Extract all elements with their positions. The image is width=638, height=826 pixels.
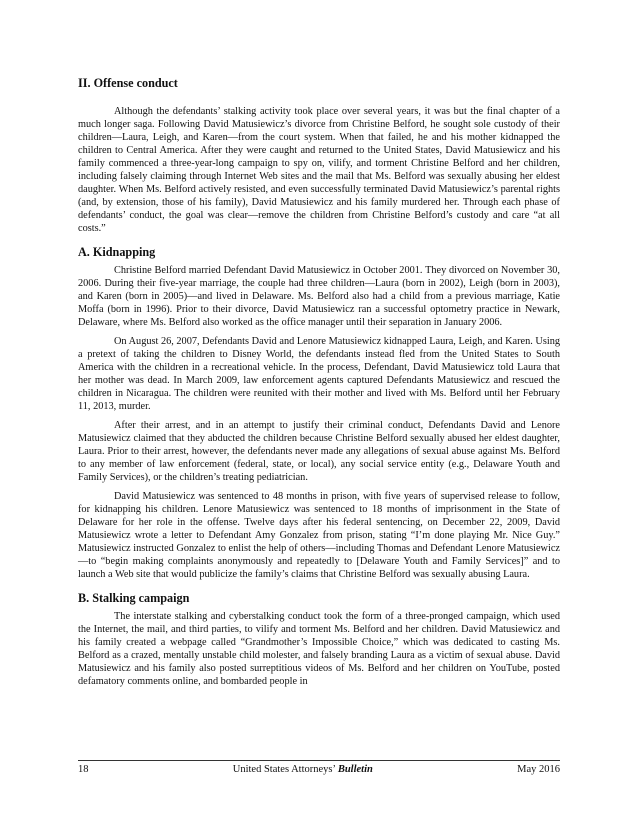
publication-title-bold: Bulletin (337, 764, 373, 775)
page-footer (78, 760, 560, 775)
publication-title-prefix: United States Attorneys’ (232, 764, 338, 775)
publication-date: May 2016 (517, 764, 560, 775)
kidnapping-paragraph-2: On August 26, 2007, Defendants David and Lenore Matusiewicz kidnapped Laura, Leigh, and Karen. Using a pretext of taking the children to Disney World, the defendants instead fled from the United States to South America with the children in a recreational vehicle. In the process, Defendant, David Matusiewicz told Laura that her mother was dead. In March 2009, law enforcement agents captured Defendants Matusiewicz and rescued the children in Nicaragua. The children were reunited with their mother and lived with Ms. Belford until her February 11, 2013, murder. (78, 336, 560, 412)
document-page (78, 76, 560, 694)
stalking-paragraph-1: The interstate stalking and cyberstalking conduct took the form of a three-pronged campaign, which used the Internet, the mail, and third parties, to vilify and torment Ms. Belford and her children. David Matusiewicz and his family created a webpage called “Grandmother’s Impossible Choice,” which was dedicated to casting Ms. Belford as a crazed, mentally unstable child molester, and falsely branding Laura as a victim of sexual abuse. David Matusiewicz and his family also posted surreptitious videos of Ms. Belford and her children on YouTube, posted defamatory comments online, and bombarded people in (78, 611, 560, 687)
kidnapping-paragraph-4: David Matusiewicz was sentenced to 48 months in prison, with five years of supervised release to follow, for kidnapping his children. Lenore Matusiewicz was sentenced to 18 months of imprisonment in the State of Delaware for her role in the offense. Twelve days after his federal sentencing, on December 22, 2009, David Matusiewicz wrote a letter to Defendant Amy Gonzalez from prison, stating “I’m done playing Mr. Nice Guy.” Matusiewicz instructed Gonzalez to enlist the help of others—including Thomas and Defendant Lenore Matusiewicz—to “begin making complaints anonymously and repeatedly to [Delaware Youth and Family Services]” and to launch a Web site that would publicize the family’s claims that Christine Belford was sexually abusing Laura. (78, 491, 560, 580)
intro-paragraph: Although the defendants’ stalking activity took place over several years, it was but the final chapter of a much longer saga. Following David Matusiewicz’s divorce from Christine Belford, he sought sole custody of their children—Laura, Leigh, and Karen—from the court system. When that failed, he and his mother kidnapped the children to Central America. After they were caught and returned to the United States, David Matusiewicz and his family commenced a three-year-long campaign to spy on, vilify, and torment Christine Belford and her children, including falsely claiming through Internet Web sites and the mail that Ms. Belford was sexually abusing her eldest daughter. When Ms. Belford actively resisted, and even successfully terminated David Matusiewicz’s parental rights (and, by extension, those of his family), David Matusiewicz and his family murdered her. Through each phase of defendants’ conduct, the goal was clear—remove the children from Christine Belford’s custody and care “at all costs.” (78, 106, 560, 234)
section-heading-kidnapping: A. Kidnapping (78, 245, 156, 259)
publication-title (233, 764, 373, 775)
page-number: 18 (78, 764, 89, 775)
kidnapping-paragraph-1: Christine Belford married Defendant David Matusiewicz in October 2001. They divorced on November 30, 2006. During their five-year marriage, the couple had three children—Laura (born in 2002), Leigh (born in 2003), and Karen (born in 2005)—and lived in Delaware. Ms. Belford also had a child from a previous marriage, Katie Moffa (born in 1996). Prior to their divorce, David Matusiewicz ran a successful optometry practice in Newark, Delaware, where Ms. Belford also worked as the office manager until their separation in January 2006. (78, 265, 560, 328)
section-heading-offense-conduct: II. Offense conduct (78, 76, 178, 90)
section-heading-stalking-campaign: B. Stalking campaign (78, 591, 190, 605)
kidnapping-paragraph-3: After their arrest, and in an attempt to justify their criminal conduct, Defendants David and Lenore Matusiewicz claimed that they abducted the children because Christine Belford sexually abused her eldest daughter, Laura. Prior to their arrest, however, the defendants never made any allegations of sexual abuse against Ms. Belford to any member of law enforcement (federal, state, or local), any social service entity (e.g., Delaware Youth and Family Services), or the children’s treating pediatrician. (78, 420, 560, 483)
